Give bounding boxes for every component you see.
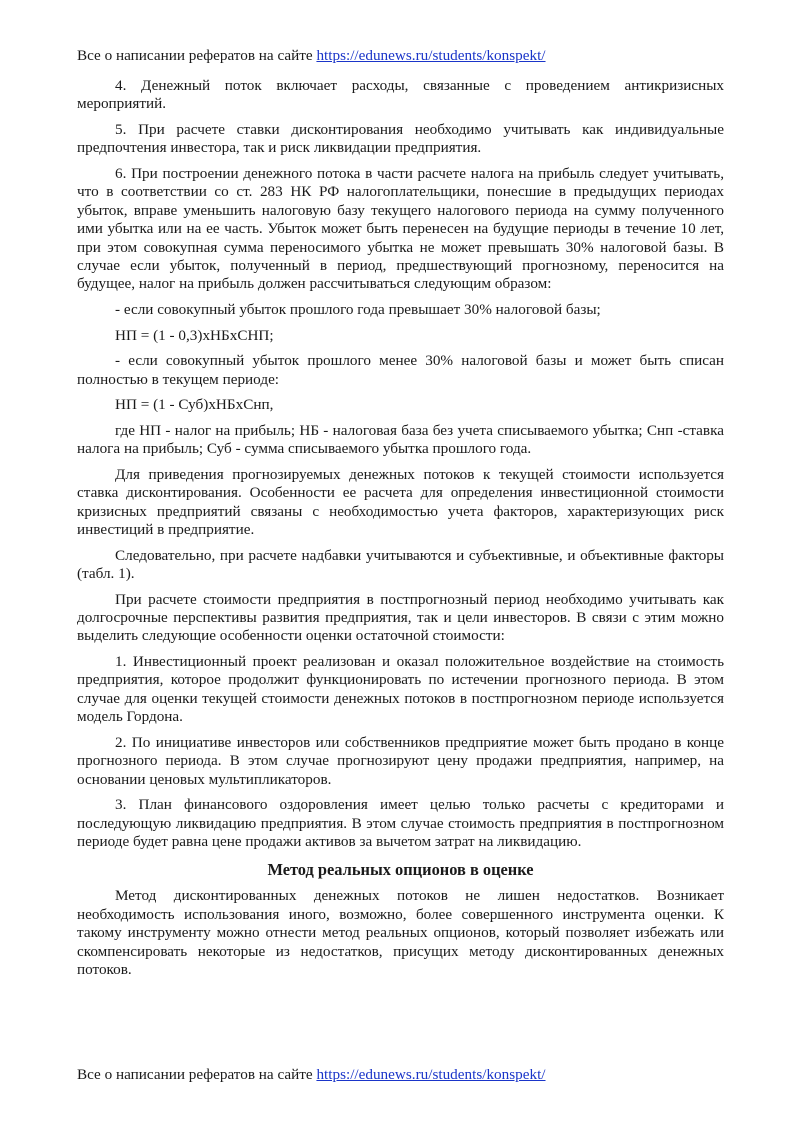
paragraph-6: 6. При построении денежного потока в части расчете налога на прибыль следует учитывать, что в соответствии со ст. 283 НК РФ налогоплательщики, понесшие в предыдущих периодах убыток, вправе уменьшить налоговую базу текущего налогового периода на сумму полученного ими убытка или на ее часть. Убыток может быть перенесен на будущие периоды в течение 10 лет, при этом совокупная сумма переносимого убытка не может превышать 30% налоговой базы. В случае если убыток, полученный в период, предшествующий прогнозному, переносится на будущее, налог на прибыль должен рассчитываться следующим образом: <box>77 165 724 293</box>
paragraph-postforecast: При расчете стоимости предприятия в постпрогнозный период необходимо учитывать как долгосрочные перспективы развития предприятия, так и цели инвесторов. В связи с этим можно выделить следующие особенности оценки остаточной стоимости: <box>77 590 724 645</box>
paragraph-factors: Следовательно, при расчете надбавки учитываются и субъективные, и объективные факторы (табл. 1). <box>77 546 724 583</box>
footer-link[interactable]: https://edunews.ru/students/konspekt/ <box>316 1066 546 1083</box>
document-body <box>77 77 724 987</box>
section-heading: Метод реальных опционов в оценке <box>267 860 534 880</box>
header-text: Все о написании рефератов на сайте <box>77 47 317 64</box>
page-header <box>77 47 724 65</box>
paragraph-4: 4. Денежный поток включает расходы, связанные с проведением антикризисных мероприятий. <box>77 77 724 113</box>
section-paragraph: Метод дисконтированных денежных потоков не лишен недостатков. Возникает необходимость использования иного, возможно, более совершенного инструмента оценки. К такому инструменту можно отнести метод реальных опционов, который позволяет избежать или скомпенсировать некоторые из недостатков, присущих методу дисконтированных денежных потоков. <box>77 887 724 979</box>
formula-legend: где НП - налог на прибыль; НБ - налоговая база без учета списываемого убытка; Снп -ставка налога на прибыль; Суб - сумма списываемого убытка прошлого года. <box>77 421 724 458</box>
list-item-1: 1. Инвестиционный проект реализован и оказал положительное воздействие на стоимость предприятия, которое продолжит функционировать по истечении прогнозного периода. В этом случае для оценки текущей стоимости денежных потоков в постпрогнозном периоде используется модель Гордона. <box>77 653 724 726</box>
paragraph-discount-rate: Для приведения прогнозируемых денежных потоков к текущей стоимости используется ставка дисконтирования. Особенности ее расчета для определения инвестиционной стоимости кризисных предприятий связаны с необходимостью учета факторов, характеризующих риск инвестиций в предприятие. <box>77 465 724 539</box>
condition-1: - если совокупный убыток прошлого года превышает 30% налоговой базы; <box>115 301 601 319</box>
paragraph-5: 5. При расчете ставки дисконтирования необходимо учитывать как индивидуальные предпочтения инвестора, так и риск ликвидации предприятия. <box>77 121 724 157</box>
list-item-3: 3. План финансового оздоровления имеет целью только расчеты с кредиторами и последующую ликвидацию предприятия. В этом случае стоимость предприятия в постпрогнозном периоде будет равна цене продажи активов за вычетом затрат на ликвидацию. <box>77 796 724 851</box>
formula-2: НП = (1 - Суб)хНБхСнп, <box>115 396 274 414</box>
formula-1: НП = (1 - 0,3)хНБхСНП; <box>115 326 274 344</box>
footer-text: Все о написании рефератов на сайте <box>77 1066 317 1083</box>
list-item-2: 2. По инициативе инвесторов или собственников предприятие может быть продано в конце прогнозного периода. В этом случае прогнозируют цену продажи предприятия, например, на основании ценовых мультипликаторов. <box>77 733 724 788</box>
header-link[interactable]: https://edunews.ru/students/konspekt/ <box>316 47 546 64</box>
condition-2: - если совокупный убыток прошлого менее 30% налоговой базы и может быть списан полностью в текущем периоде: <box>77 352 724 388</box>
page-footer <box>77 1066 724 1084</box>
